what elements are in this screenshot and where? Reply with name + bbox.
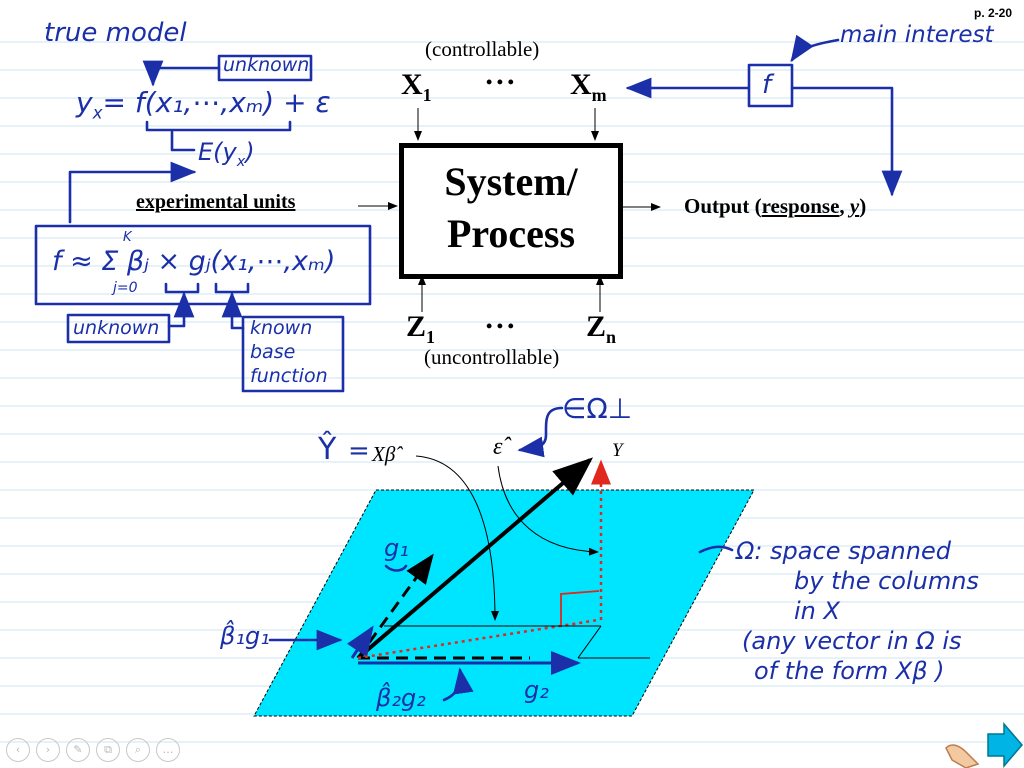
x-ellipsis: • • • [486, 72, 514, 92]
slides-overview-icon[interactable]: ⧉ [96, 738, 120, 762]
main-interest-label: main interest [840, 22, 994, 48]
beta1-g1-label: β̂₁g₁ [220, 622, 270, 650]
slide-nav-toolbar [6, 738, 180, 762]
z-ellipsis: • • • [486, 316, 514, 336]
true-model-title: true model [44, 18, 187, 48]
pen-icon[interactable]: ✎ [66, 738, 90, 762]
expectation-label: $E(y_x)$ [198, 138, 255, 170]
more-options-icon[interactable]: … [156, 738, 180, 762]
omega-plane [254, 490, 754, 716]
zn-label: $Z_n$ [586, 310, 617, 347]
next-slide-arrow [988, 724, 1022, 766]
zoom-icon[interactable]: ⌕ [126, 738, 150, 762]
output-label: Output (response, y) [684, 194, 867, 218]
y-hat-equals: = [348, 436, 370, 466]
f-box-label: f [762, 70, 772, 100]
hand-pointer-icon [946, 745, 978, 768]
experimental-units-label: experimental units [136, 191, 296, 213]
z1-label: $Z_1$ [406, 310, 436, 347]
omega-description: Ω: space spanned by the columns in X (any vector in Ω is of the form Xβ ) [736, 537, 979, 685]
g2-label: g₂ [524, 676, 549, 704]
epsilon-hat: ε̂ [493, 434, 503, 460]
y-hat-symbol: Ŷ [318, 432, 337, 467]
in-omega-perp: ∈Ω⊥ [562, 392, 633, 425]
sum-bottom: j=0 [113, 280, 138, 296]
next-slide-icon[interactable]: › [36, 738, 60, 762]
unknown-tag-text: unknown [223, 54, 310, 76]
known-base-function: known base function [250, 317, 328, 387]
y-label: Y [612, 440, 623, 461]
x1-label: $X_1$ [401, 68, 432, 105]
uncontrollable-label: (uncontrollable) [424, 345, 560, 369]
beta2-g2-label: β̂₂g₂ [376, 684, 426, 712]
f-to-output-arrow [792, 88, 892, 194]
prev-slide-icon[interactable]: ‹ [6, 738, 30, 762]
true-model-equation: $y_x=$ f(x₁,⋯,xₘ) + ε [76, 86, 331, 123]
approximation-equation: f ≈ Σ βⱼ × gⱼ(x₁,⋯,xₘ) [52, 246, 336, 277]
system-process-box: System/ Process [399, 143, 623, 279]
controllable-label: (controllable) [425, 37, 540, 61]
y-hat-rhs: Xβ̂ [372, 442, 396, 466]
page-number: p. 2-20 [973, 6, 1012, 20]
main-interest-arrow [792, 40, 838, 60]
unknown-label: unknown [73, 317, 160, 339]
g1-label: g₁ [384, 534, 409, 562]
xm-label: $X_m$ [570, 68, 607, 105]
sum-top: K [123, 230, 132, 245]
